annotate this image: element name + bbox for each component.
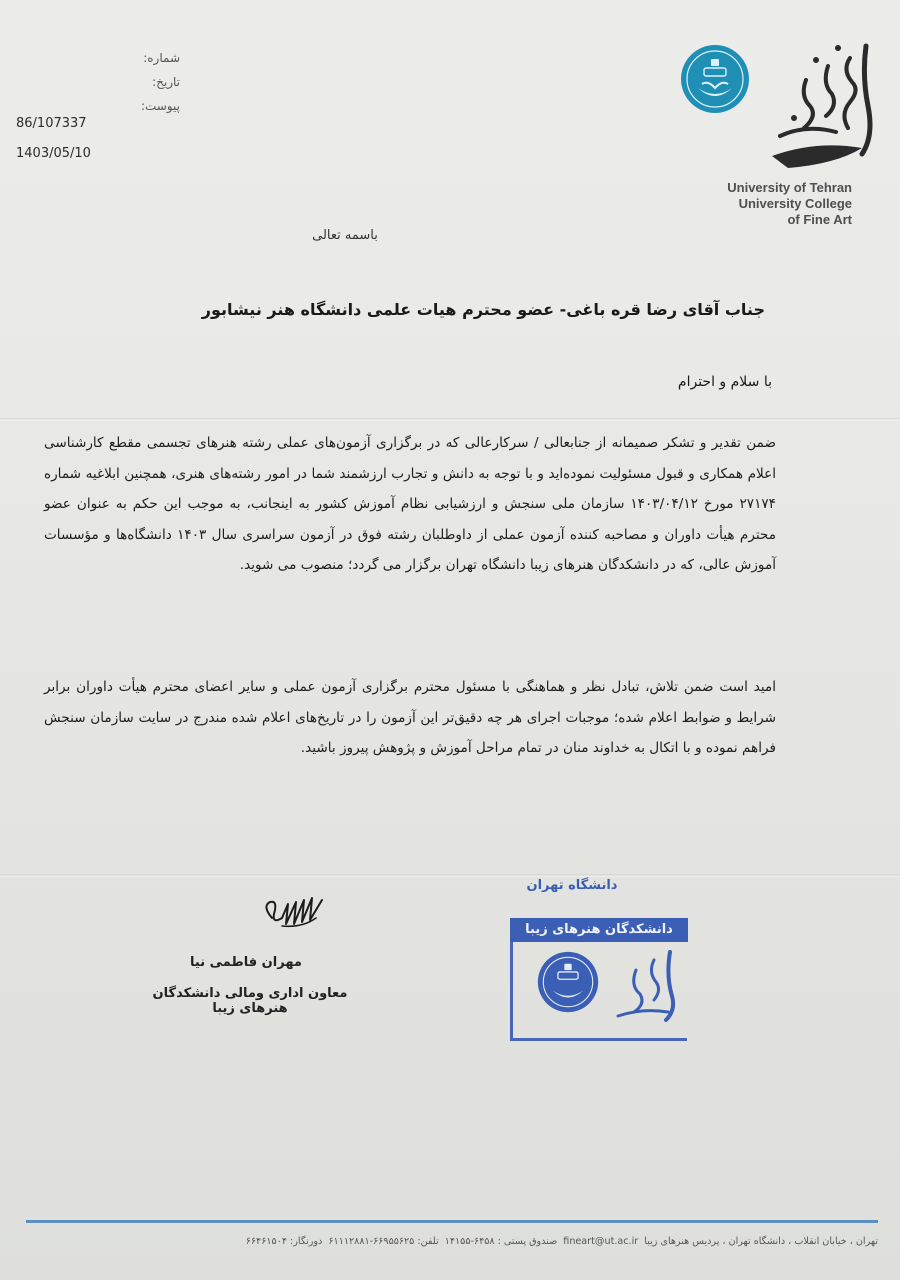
greeting: با سلام و احترام [677,374,772,390]
footer-fax: دورنگار: ۶۶۴۶۱۵۰۴ [245,1236,323,1247]
signer-name: مهران فاطمی نیا [190,955,302,970]
handwritten-signature [252,888,342,938]
paragraph-text: امید است ضمن تلاش، تبادل نظر و هماهنگی با مسئول محترم برگزاری آزمون عملی و سایر اعضای محترم هیأت داوران برابر شرایط و ضوابط اعلام شده؛ موجبات اجرای هر چه دقیق‌تر این آزمون را در تاریخ‌های اعلام شده مندرج در سایت سازمان سنجش فراهم نموده و با اتکال به خداوند منان در تمام مراحل آموزش و پژوهش پیروز باشید. [44,679,776,756]
footer-postal: صندوق پستی : ۶۴۵۸-۱۴۱۵۵ [444,1236,558,1247]
footer-contact [26,1236,878,1247]
uni-name-line: of Fine Art [787,212,852,227]
body-paragraph [44,672,776,764]
persian-calligraphy-mark [766,36,876,176]
paper-fold [0,418,900,421]
footer-address: تهران ، خیابان انقلاب ، دانشگاه تهران ، پردیس هنرهای زیبا [644,1236,878,1247]
footer-phone: تلفن: ۶۶۹۵۵۶۲۵-۶۱۱۱۲۸۸۱ [328,1236,439,1247]
footer-email: fineart@ut.ac.ir [563,1236,639,1247]
stamp-college-band: دانشکدگان هنرهای زیبا [510,918,688,942]
university-seal-icon [680,44,750,114]
footer-rule [26,1220,878,1223]
letter-date: 1403/05/10 [16,146,91,161]
uni-name-line: University of Tehran [727,180,852,195]
stamp-university-name: دانشگاه تهران [526,878,618,893]
paragraph-text: ضمن تقدیر و تشکر صمیمانه از جنابعالی / سرکارعالی که در برگزاری آزمون‌های عملی رشته هنرهای تجسمی مقطع کارشناسی اعلام همکاری و قبول مسئولیت نموده‌اید و با توجه به دانش و تجارب ارزشمند شما در امور رشته‌های هنری، همچنین ابلاغیه شماره ۲۷۱۷۴ مورخ ۱۴۰۳/۰۴/۱۲ سازمان ملی سنجش و ارزشیابی نظام آموزش کشور به اینجانب، به موجب این حکم به عنوان عضو محترم هیأت داوران و مصاحبه کننده آزمون عملی از داوطلبان رشته فوق در آزمون سراسری سال ۱۴۰۳ دانشگاه‌ها و مؤسسات آموزش عالی، که در دانشکدگان هنرهای زیبا دانشگاه تهران برگزار می گردد؛ منصوب می شوید. [44,435,776,573]
stamp-seal-icon [536,950,600,1014]
letter-meta-labels [130,46,180,118]
basmala: باسمه تعالی [312,228,378,243]
recipient-line: جناب آقای رضا قره باغی- عضو محترم هیات علمی دانشگاه هنر نیشابور [201,300,765,319]
body-paragraph [44,428,776,581]
uni-name-line: University College [738,196,852,211]
paper-fold [0,874,900,877]
attachment-label: پیوست: [140,99,180,113]
official-stamp [508,872,698,1044]
signer-title: معاون اداری ومالی دانشکدگان هنرهای زیبا [152,986,348,1016]
letter-number: 86/107337 [16,116,87,131]
stamp-calligraphy-logo [612,946,682,1026]
date-label: تاریخ: [152,75,180,89]
number-label: شماره: [143,51,180,65]
college-english-name [690,180,852,228]
